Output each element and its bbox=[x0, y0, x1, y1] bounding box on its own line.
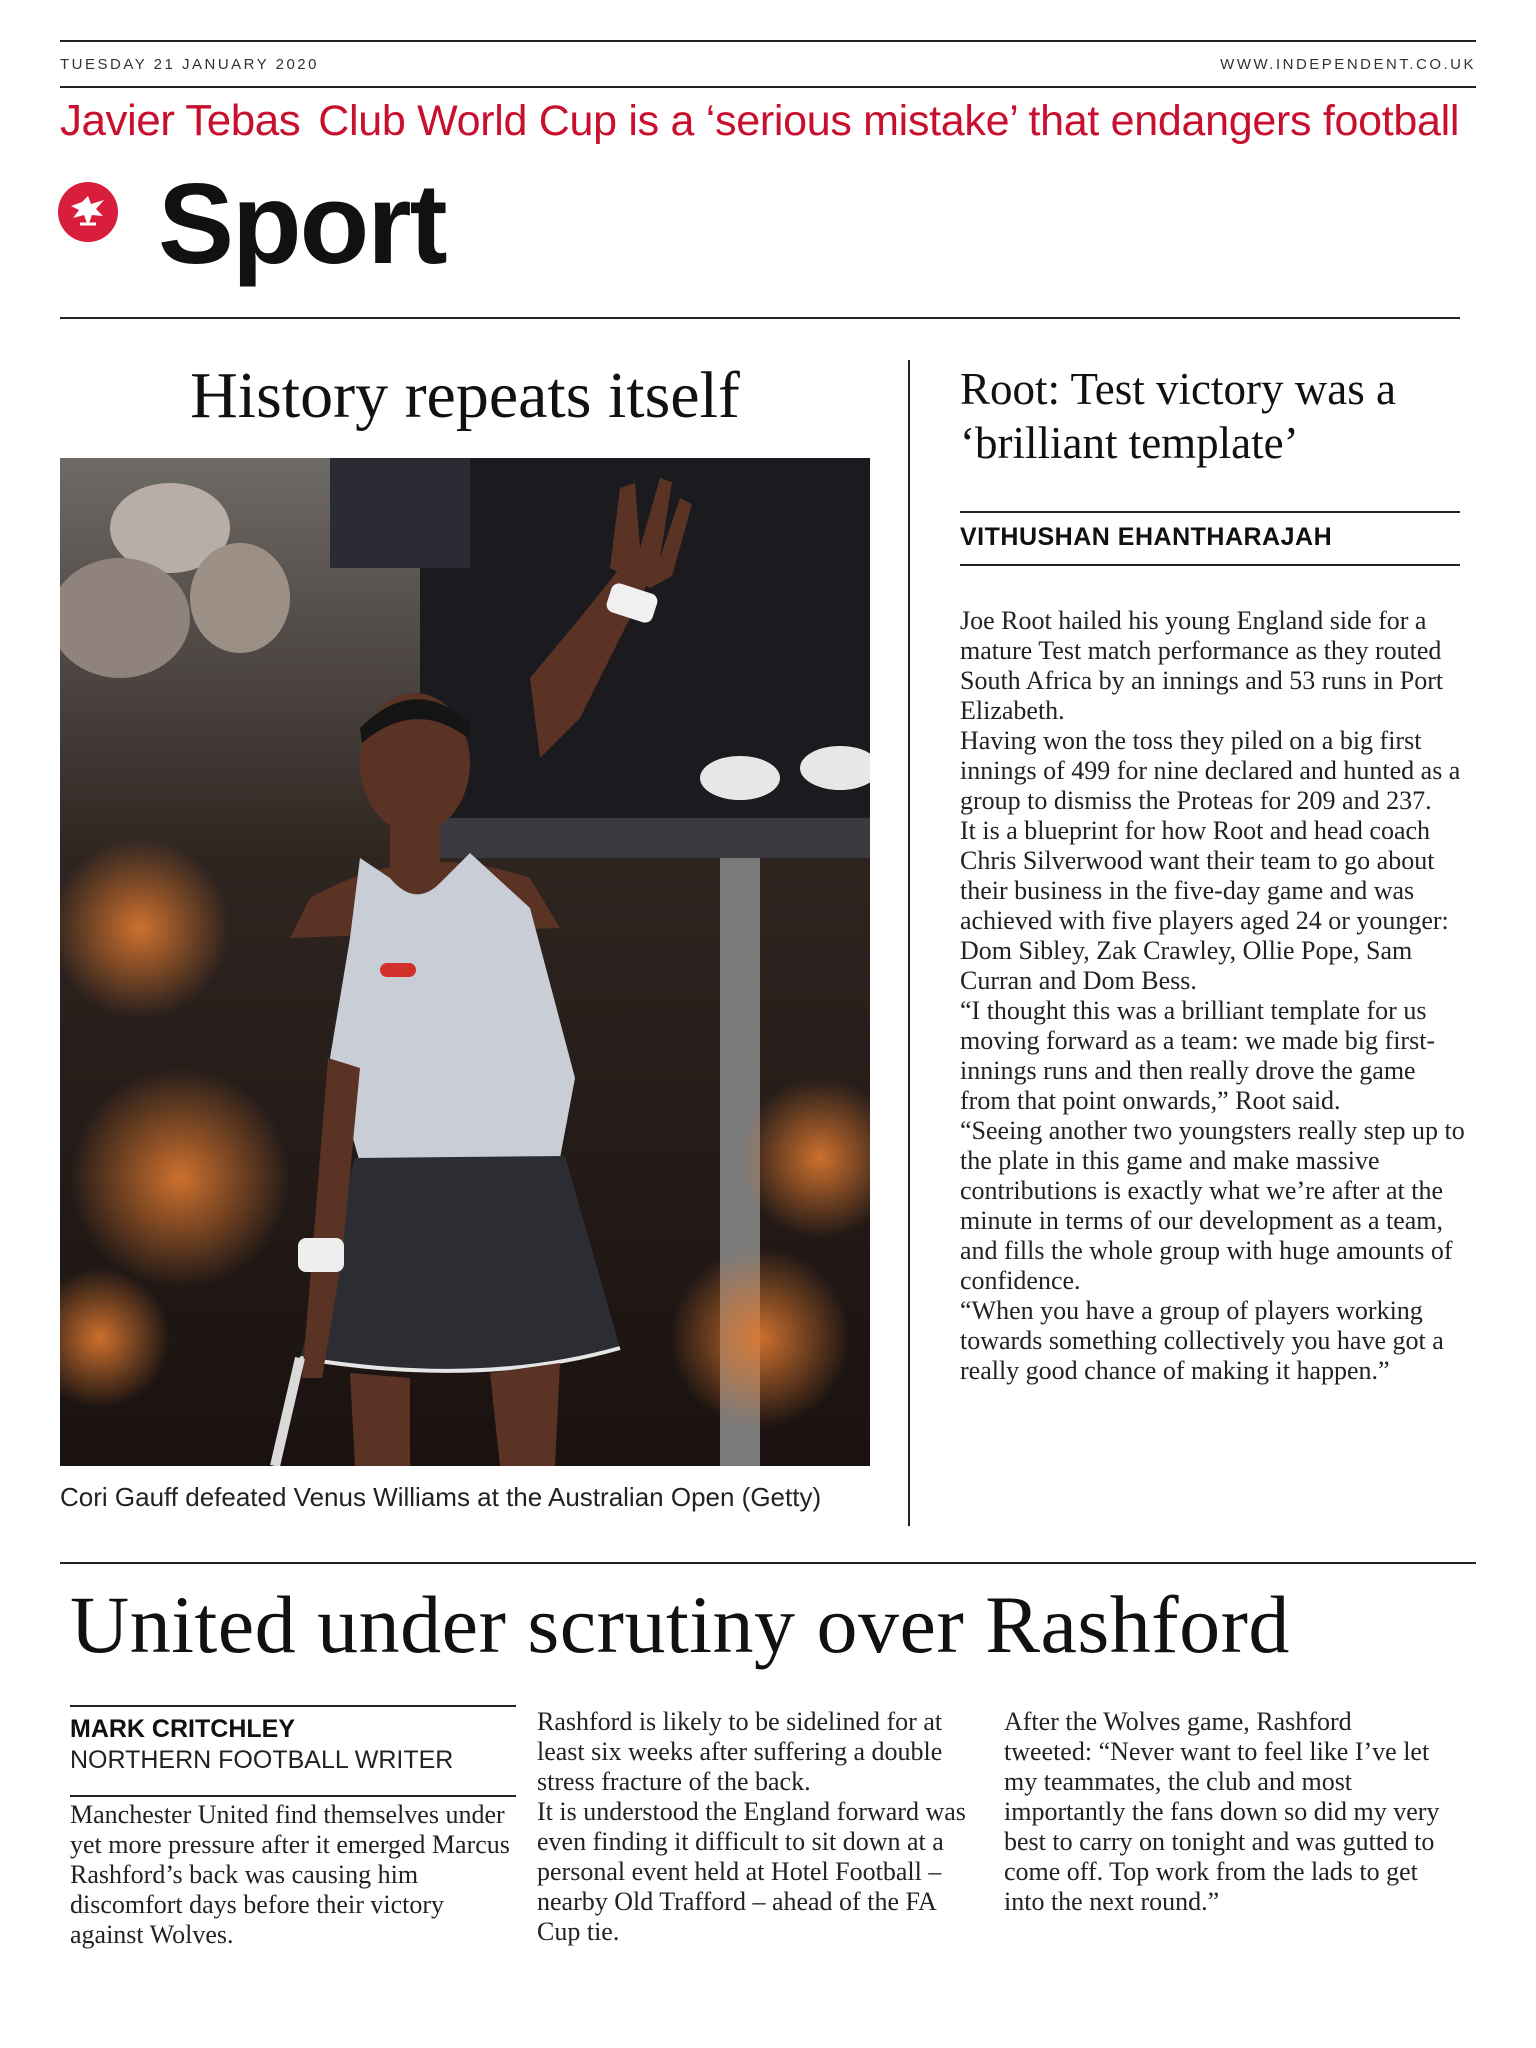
topbar-bottom-rule bbox=[60, 86, 1476, 88]
side-paragraph: “Seeing another two youngsters really step up to the plate in this game and make massive contributions is exactly what we’re after at the minute in terms of our development as a team, and fills the whole group with huge amounts of confidence. bbox=[960, 1116, 1465, 1295]
side-paragraph: Having won the toss they piled on a big first innings of 499 for nine declared and hunted as a group to dismiss the Proteas for 209 and 237. bbox=[960, 726, 1461, 815]
side-byline-rule-top bbox=[960, 511, 1460, 513]
bottom-byline-role: NORTHERN FOOTBALL WRITER bbox=[70, 1746, 454, 1774]
column-divider bbox=[908, 360, 910, 1526]
bottom-paragraph: It is understood the England forward was even finding it difficult to sit down at a personal event held at Hotel Football – nearby Old Trafford – ahead of the FA Cup tie. bbox=[537, 1797, 966, 1946]
lead-headline: History repeats itself bbox=[190, 359, 740, 432]
teaser-text: Club World Cup is a ‘serious mistake’ that endangers football bbox=[318, 97, 1460, 145]
site-url[interactable]: WWW.INDEPENDENT.CO.UK bbox=[1220, 56, 1476, 73]
bottom-paragraph: Rashford is likely to be sidelined for at least six weeks after suffering a double stress fracture of the back. bbox=[537, 1707, 943, 1796]
bottom-column-3 bbox=[1004, 1707, 1444, 1917]
bottom-column-1 bbox=[70, 1800, 510, 1950]
side-paragraph: “I thought this was a brilliant template for us moving forward as a team: we made big first-innings runs and then really drove the game from that point onwards,” Root said. bbox=[960, 996, 1436, 1115]
side-paragraph: It is a blueprint for how Root and head coach Chris Silverwood want their team to go about their business in the five-day game and was achieved with five players aged 24 or younger: Dom Sibley, Zak Crawley, Ollie Pope, Sam Curran and Dom Bess. bbox=[960, 816, 1449, 995]
eagle-logo-icon bbox=[58, 182, 118, 242]
bottom-paragraph: After the Wolves game, Rashford tweeted: “Never want to feel like I’ve let my teammates, the club and most importantly the fans down so did my very best to carry on tonight and was gutted to come off. Top work from the lads to get into the next round.” bbox=[1004, 1707, 1440, 1916]
bottom-byline-rule-bottom bbox=[70, 1795, 516, 1797]
top-rule bbox=[60, 40, 1476, 42]
lead-photo bbox=[60, 458, 870, 1466]
masthead-rule bbox=[60, 317, 1460, 319]
section-title: Sport bbox=[158, 161, 446, 288]
teaser-link[interactable] bbox=[60, 96, 1459, 146]
side-headline: Root: Test victory was a ‘brilliant template’ bbox=[960, 364, 1396, 468]
side-byline: VITHUSHAN EHANTHARAJAH bbox=[960, 523, 1333, 551]
bottom-section-rule bbox=[60, 1562, 1476, 1564]
bottom-paragraph: Manchester United find themselves under yet more pressure after it emerged Marcus Rashford’s back was causing him discomfort days before their victory against Wolves. bbox=[70, 1800, 510, 1949]
teaser-name: Javier Tebas bbox=[60, 96, 301, 145]
side-paragraph: Joe Root hailed his young England side for a mature Test match performance as they routed South Africa by an innings and 53 runs in Port Elizabeth. bbox=[960, 606, 1444, 725]
bottom-byline-name: MARK CRITCHLEY bbox=[70, 1715, 295, 1743]
issue-date: TUESDAY 21 JANUARY 2020 bbox=[60, 56, 319, 73]
side-paragraph: “When you have a group of players working towards something collectively you have got a really good chance of making it happen.” bbox=[960, 1296, 1444, 1385]
bottom-byline-rule-top bbox=[70, 1705, 516, 1707]
side-article-body bbox=[960, 606, 1470, 1386]
photo-caption: Cori Gauff defeated Venus Williams at the Australian Open (Getty) bbox=[60, 1482, 822, 1512]
bottom-column-2 bbox=[537, 1707, 977, 1947]
bottom-headline: United under scrutiny over Rashford bbox=[70, 1579, 1290, 1670]
side-byline-rule-bottom bbox=[960, 564, 1460, 566]
